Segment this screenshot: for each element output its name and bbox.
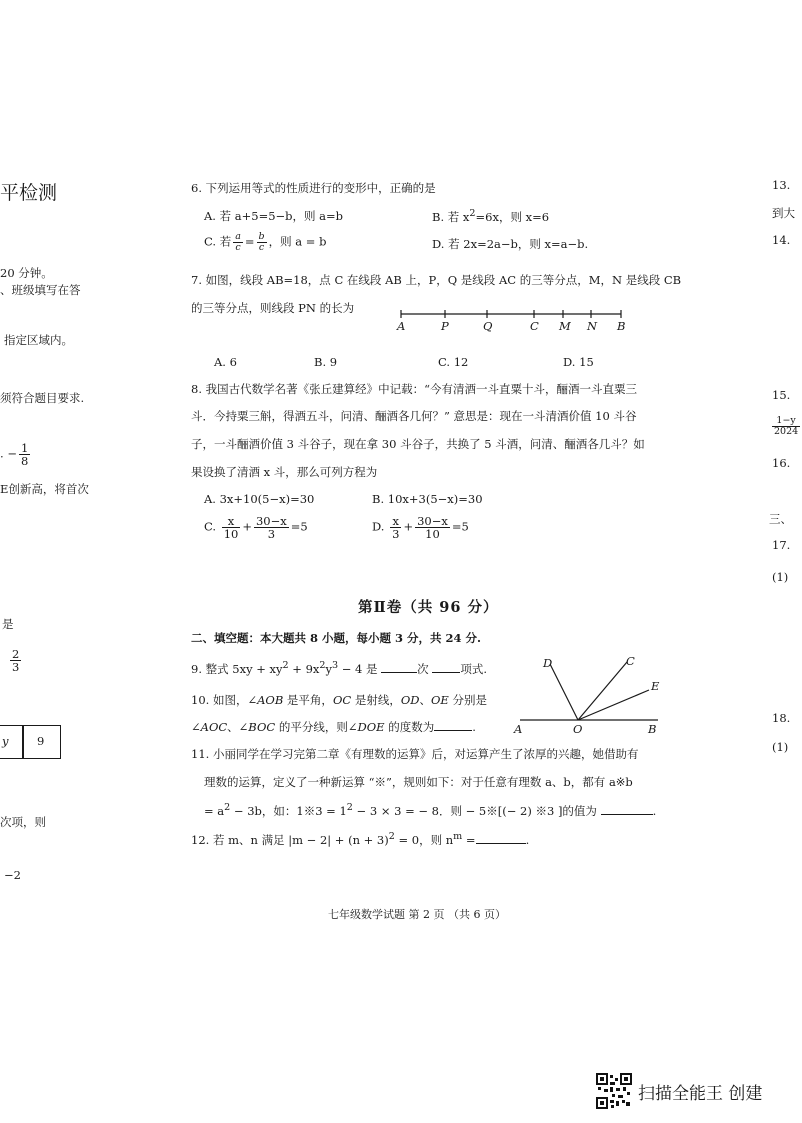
q11-part: − 3 × 3 = − 8．则 − 5※[(− 2) ※3 ]的值为 (352, 803, 597, 818)
q11-sup: 2 (346, 802, 353, 813)
q6-b-sup: 2 (469, 208, 476, 219)
q9-part: 次 (417, 661, 429, 676)
q10-part: ∠DOE (347, 720, 385, 734)
frac-den: 2024 (774, 425, 799, 437)
q7-stem-2: 的三等分点，则线段 PN 的长为 (191, 301, 355, 315)
label-e: E (651, 679, 660, 693)
q10-part: OD (400, 693, 420, 707)
table-cell-text: 9 (37, 734, 45, 748)
q11-line-1: 11. 小丽同学在学习完第二章《有理数的运算》后，对运算产生了浓厚的兴趣，她借助有 (191, 747, 639, 761)
q11-part: − 3b，如：1※3 = 1 (230, 803, 347, 818)
q8-option-d (372, 515, 469, 540)
q6-b-text: =6x，则 x=6 (475, 209, 550, 224)
q9-sup: 2 (319, 660, 326, 671)
left-fragment: . (0, 446, 4, 461)
right-fragment: 16. (772, 456, 791, 470)
q6-c-text: ，则 a = b (268, 234, 327, 249)
q12-part: = 0，则 n (394, 832, 454, 847)
frac-den: 10 (223, 527, 239, 542)
q10-part: 、 (227, 720, 239, 734)
left-fragment: −2 (4, 868, 21, 882)
q12-part: . (525, 832, 530, 847)
table-cell (22, 725, 61, 759)
segment-point-label: M (559, 319, 571, 333)
answer-blank[interactable] (381, 662, 417, 673)
segment-point-label: A (397, 319, 406, 333)
segment-point-label: Q (483, 319, 493, 333)
qr-code-icon (596, 1073, 632, 1109)
frac-num: 1−y (772, 416, 800, 427)
q6-b-text: B. 若 x (432, 209, 470, 224)
q9-part: 9. 整式 5xy + xy (191, 661, 283, 676)
q7-option-c: C. 12 (438, 355, 469, 369)
ray-oc (578, 662, 627, 720)
frac-num: x (390, 515, 401, 528)
q8-line-1: 8. 我国古代数学名著《张丘建算经》中记载：“今有清酒一斗直粟十斗，酾酒一斗直粟三 (191, 382, 638, 396)
q6-stem: 6. 下列运用等式的性质进行的变形中，正确的是 (191, 181, 436, 195)
q12-sup: 2 (388, 831, 395, 842)
q9-part: 项式. (460, 661, 487, 676)
q12-part: = (462, 832, 476, 847)
label-d: D (543, 656, 553, 670)
q8-option-c (204, 515, 308, 540)
q6-c-eq: = (244, 234, 255, 249)
answer-blank[interactable] (476, 833, 526, 844)
q7-option-b: B. 9 (314, 355, 338, 369)
minus-sign: − (7, 446, 17, 461)
segment-point-label: N (587, 319, 598, 333)
right-fragment: 14. (772, 233, 791, 247)
right-fragment: 15. (772, 388, 791, 402)
segment-point-label: P (441, 319, 449, 333)
q10-part: 、 (419, 693, 431, 707)
q10-part: OC (332, 693, 352, 707)
right-fraction-fragment (770, 416, 802, 437)
q7-option-d: D. 15 (563, 355, 594, 369)
right-fragment: 18. (772, 711, 791, 725)
frac-den: 3 (392, 527, 400, 542)
q8-c-label: C. (204, 519, 217, 534)
q8-c-post: =5 (290, 519, 308, 534)
q8-c-plus: + (242, 519, 252, 534)
q8-d-label: D. (372, 519, 385, 534)
q10-part: . (472, 720, 476, 734)
q10-part: 的平分线，则 (275, 720, 348, 734)
q9-sup: 2 (282, 660, 289, 671)
left-fragment: 、班级填写在答 (0, 283, 81, 297)
label-b: B (648, 722, 657, 736)
right-fragment: 三、 (769, 512, 792, 526)
section-title: 第Ⅱ卷（共 96 分） (358, 599, 499, 616)
frac-num: 30−x (255, 514, 287, 528)
q8-option-b: B. 10x+3(5−x)=30 (372, 492, 483, 506)
frac-num: b (258, 231, 265, 242)
label-c: C (626, 654, 635, 668)
left-fragment: 指定区域内。 (4, 333, 73, 347)
q9-sup: 3 (331, 660, 339, 671)
q12-part: 12. 若 m、n 满足 |m − 2| + (n + 3) (191, 832, 389, 847)
segment-point-label: C (530, 319, 539, 333)
table-cell-text: y (2, 734, 9, 748)
left-fraction-fragment (8, 648, 23, 673)
q10-part: OE (430, 693, 449, 707)
q8-line-3: 子，一斗酾酒价值 3 斗谷子，现在拿 30 斗谷子，共换了 5 斗酒，问清、酾酒各几斗？如 (191, 437, 645, 451)
q6-option-b (432, 208, 549, 225)
q8-d-plus: + (403, 519, 414, 534)
left-page-title: 平检测 (0, 182, 58, 204)
answer-blank[interactable] (432, 662, 460, 673)
q9-part: y (325, 661, 332, 676)
q9-text (191, 660, 487, 677)
q8-d-post: =5 (451, 519, 469, 534)
q6-c-text: C. 若 (204, 234, 232, 249)
frac-num: x (222, 515, 241, 528)
q10-line-1 (191, 692, 487, 708)
right-fragment: (1) (772, 570, 789, 584)
q9-part: − 4 是 (338, 661, 378, 676)
q11-part: = a (204, 803, 225, 818)
q9-part: + 9x (288, 661, 320, 676)
right-fragment: 到大 (772, 206, 795, 220)
q10-part: ∠AOB (247, 693, 284, 707)
label-o: O (573, 722, 583, 736)
frac-den: 3 (267, 527, 276, 542)
q12-sup: m (453, 831, 463, 842)
q8-option-a: A. 3x+10(5−x)=30 (204, 492, 315, 506)
q10-angle-diagram (510, 652, 670, 736)
q11-line-3 (204, 802, 656, 819)
q11-line-2: 理数的运算，定义了一种新运算 “※”，规则如下：对于任意有理数 a、b，都有 a※b (204, 775, 633, 789)
q10-part: ∠BOC (238, 720, 276, 734)
q10-part: 10. 如图， (191, 693, 248, 707)
frac-den: c (235, 241, 241, 253)
table-cell (0, 725, 24, 759)
section-heading: 二、填空题：本大题共 8 小题，每小题 3 分，共 24 分. (191, 631, 482, 645)
scanner-brand: 扫描全能王 创建 (638, 1084, 763, 1104)
q6-option-a: A. 若 a+5=5−b，则 a=b (204, 209, 344, 223)
q10-line-2 (191, 719, 476, 735)
page-footer: 七年级数学试题 第 2 页 （共 6 页） (328, 908, 506, 921)
answer-blank[interactable] (601, 804, 653, 815)
answer-blank[interactable] (434, 720, 472, 731)
left-fragment: 20 分钟。 (0, 266, 53, 280)
q11-part: . (652, 803, 657, 818)
frac-num: a (235, 231, 241, 242)
q8-line-2: 斗．今持粟三斛，得酒五斗，问清、酾酒各几何？” 意思是：现在一斗清酒价值 10 斗谷 (191, 409, 637, 423)
q7-segment-diagram (395, 306, 630, 336)
q11-sup: 2 (224, 802, 231, 813)
q7-option-a: A. 6 (214, 355, 237, 369)
frac-den: 3 (12, 660, 20, 675)
label-a: A (514, 722, 523, 736)
left-fragment: 是 (2, 617, 14, 631)
segment-point-label: B (617, 319, 626, 333)
left-fraction-fragment (0, 442, 32, 467)
q6-option-d: D. 若 2x=2a−b，则 x=a−b. (432, 237, 589, 251)
frac-num: 30−x (417, 514, 448, 528)
right-fragment: (1) (772, 740, 789, 754)
q10-part: ∠AOC (191, 720, 228, 734)
q10-part: 分别是 (448, 693, 487, 707)
q6-option-c (204, 232, 326, 253)
ray-oe (578, 690, 649, 720)
frac-num: 2 (12, 647, 20, 661)
q10-part: 的度数为 (384, 720, 435, 734)
q7-stem: 7. 如图，线段 AB=18，点 C 在线段 AB 上，P，Q 是线段 AC 的三等分点，M，N 是线段 CB (191, 273, 682, 287)
frac-num: 1 (20, 441, 29, 455)
left-fragment: 次项，则 (0, 815, 46, 829)
frac-den: 8 (20, 454, 29, 469)
ray-od (550, 664, 578, 720)
right-fragment: 13. (772, 178, 791, 192)
left-fragment: E创新高，将首次 (0, 482, 89, 496)
q10-part: 是射线， (351, 693, 401, 707)
left-fragment: 须符合题目要求. (0, 391, 85, 405)
q10-part: 是平角， (283, 693, 333, 707)
frac-den: c (258, 241, 265, 253)
right-fragment: 17. (772, 538, 791, 552)
q12-text (191, 831, 529, 848)
q8-line-4: 果设换了清酒 x 斗，那么可列方程为 (191, 465, 378, 479)
frac-den: 10 (425, 527, 440, 542)
